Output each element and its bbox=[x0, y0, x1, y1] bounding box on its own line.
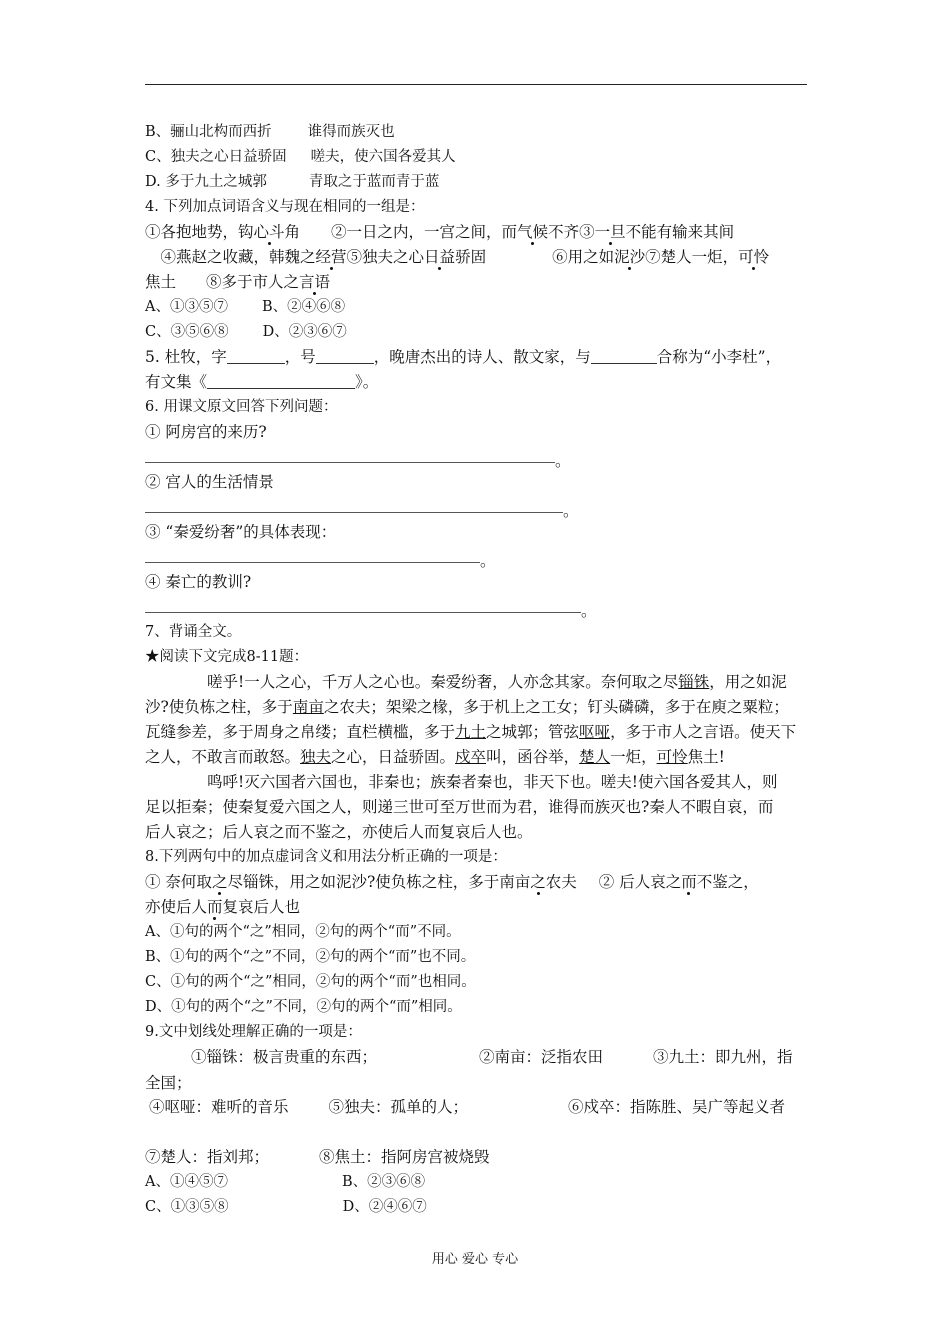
q8-sentence-1: ① 奈何取之尽锱铢，用之如泥沙?使负栋之柱，多于南亩之农夫 ② 后人哀之而不鉴之， bbox=[145, 873, 759, 891]
underlined-term: 锱铢 bbox=[678, 673, 710, 691]
header-rule bbox=[145, 84, 807, 85]
dotted-term: 泥沙 bbox=[614, 248, 646, 266]
answer-blank[interactable] bbox=[227, 349, 285, 364]
underlined-term: 南亩 bbox=[292, 698, 324, 716]
passage-line: 足以拒秦；使秦复爱六国之人，则递三世可至万世而为君，谁得而族灭也?秦人不暇自哀，而 bbox=[145, 798, 774, 816]
passage-line: 沙?使负栋之柱，多于南亩之农夫；架梁之椽，多于机上之工女；钉头磷磷，多于在庾之粟粒； bbox=[145, 698, 789, 716]
dotted-term: 而 bbox=[207, 898, 223, 916]
dotted-term: 一旦 bbox=[594, 223, 626, 241]
underlined-term: 戍卒 bbox=[455, 748, 487, 766]
dotted-term: 经营 bbox=[315, 248, 347, 266]
dotted-term: 之 bbox=[530, 873, 546, 891]
dotted-term: 气候 bbox=[517, 223, 549, 241]
q8-sentence-2: 亦使后人而复哀后人也 bbox=[145, 898, 301, 916]
q5-line1: 5. 杜牧，字 ，号 ，晚唐杰出的诗人、散文家，与 合称为“小李杜”， bbox=[145, 348, 782, 366]
q4-line1: ①各抱地势，钩心斗角 ②一日之内，一宫之间，而气候不齐③一旦不能有输来其间 bbox=[145, 223, 735, 241]
q3-option-b: B、骊山北构而西折 谁得而族灭也 bbox=[145, 124, 395, 140]
dotted-term: 日益 bbox=[424, 248, 456, 266]
q9-row-1: ①锱铢：极言贵重的东西； ②南亩：泛指农田 ③九土：即九州，指 bbox=[191, 1048, 793, 1066]
q5-line2: 有文集《 》。 bbox=[145, 373, 379, 391]
q6-stem: 6. 用课文原文回答下列问题： bbox=[145, 399, 338, 415]
q9-options-row1: A、①④⑤⑦ B、②③⑥⑧ bbox=[145, 1174, 426, 1190]
answer-line[interactable]: 。 bbox=[145, 445, 810, 470]
document-body bbox=[145, 120, 810, 1220]
dotted-term: 可怜 bbox=[738, 248, 770, 266]
q6-item-4: ④ 秦亡的教训? bbox=[145, 573, 252, 591]
answer-blank[interactable] bbox=[207, 374, 355, 389]
dotted-term: 之 bbox=[211, 873, 228, 891]
q8-option: A、①句的两个“之”相同，②句的两个“而”不同。 bbox=[145, 924, 461, 940]
passage-line: 鸣呼!灭六国者六国也，非秦也；族秦者秦也，非天下也。嗟夫!使六国各爱其人，则 bbox=[207, 773, 778, 791]
q9-row-3: ④呕哑：难听的音乐 ⑤独夫：孤单的人； ⑥戍卒：指陈胜、吴广等起义者 bbox=[149, 1098, 786, 1116]
underlined-term: 九土 bbox=[455, 723, 487, 741]
page-footer: 用心 爱心 专心 bbox=[431, 1252, 519, 1267]
underlined-term: 呕哑 bbox=[579, 723, 611, 741]
q3-option-d: D. 多于九土之城郭 青取之于蓝而青于蓝 bbox=[145, 174, 440, 190]
underlined-term: 独夫 bbox=[300, 748, 332, 766]
q4-options-row1: A、①③⑤⑦ B、②④⑥⑧ bbox=[145, 299, 346, 315]
q4-line3: 焦土 ⑧多于市人之言语 bbox=[145, 273, 331, 291]
passage-line: 后人哀之；后人哀之而不鉴之，亦使后人而复哀后人也。 bbox=[145, 823, 533, 841]
q6-item-2: ② 宫人的生活情景 bbox=[145, 473, 274, 491]
underlined-term: 楚人 bbox=[579, 748, 611, 766]
q4-options-row2: C、③⑤⑥⑧ D、②③⑥⑦ bbox=[145, 324, 347, 340]
passage-line: 瓦缝参差，多于周身之帛缕；直栏横槛，多于九土之城郭；管弦呕哑，多于市人之言语。使天下 bbox=[145, 723, 797, 741]
q8-stem: 8.下列两句中的加点虚词含义和用法分析正确的一项是： bbox=[145, 849, 507, 865]
answer-line[interactable]: 。 bbox=[145, 495, 810, 520]
answer-blank[interactable] bbox=[591, 349, 657, 364]
q8-option: C、①句的两个“之”相同，②句的两个“而”也相同。 bbox=[145, 974, 476, 990]
reading-title: ★阅读下文完成8-11题： bbox=[145, 649, 309, 665]
answer-line[interactable]: 。 bbox=[145, 545, 810, 570]
q4-line2: ④燕赵之收藏，韩魏之经营⑤独夫之心日益骄固 ⑥用之如泥沙⑦楚人一炬，可怜 bbox=[145, 248, 770, 266]
answer-blank[interactable] bbox=[316, 349, 374, 364]
q8-option: B、①句的两个“之”不同，②句的两个“而”也不同。 bbox=[145, 949, 476, 965]
q9-options-row2: C、①③⑤⑧ D、②④⑥⑦ bbox=[145, 1199, 427, 1215]
q6-item-1: ① 阿房宫的来历? bbox=[145, 423, 267, 441]
dotted-term: 钩心斗角 bbox=[238, 223, 301, 241]
q8-option: D、①句的两个“之”不同，②句的两个“而”相同。 bbox=[145, 999, 462, 1015]
dotted-term: 言语 bbox=[299, 273, 331, 291]
dotted-term: 而 bbox=[681, 873, 697, 891]
q9-row-4: ⑦楚人：指刘邦； ⑧焦土：指阿房宫被烧毁 bbox=[145, 1148, 490, 1166]
q4-stem: 4. 下列加点词语含义与现在相同的一组是： bbox=[145, 199, 425, 215]
underlined-term: 可怜 bbox=[656, 748, 688, 766]
q7: 7、背诵全文。 bbox=[145, 624, 242, 640]
q3-option-c: C、独夫之心日益骄固 嗟夫，使六国各爱其人 bbox=[145, 149, 456, 165]
passage-line: 之人，不敢言而敢怒。独夫之心，日益骄固。戍卒叫，函谷举，楚人一炬，可怜焦土! bbox=[145, 748, 725, 766]
q6-item-3: ③ “秦爱纷奢”的具体表现： bbox=[145, 523, 337, 541]
q9-stem: 9.文中划线处理解正确的一项是： bbox=[145, 1024, 362, 1040]
answer-line[interactable]: 。 bbox=[145, 595, 810, 620]
q9-row-2: 全国； bbox=[145, 1074, 192, 1092]
passage-line: 嗟乎!一人之心，千万人之心也。秦爱纷奢，人亦念其家。奈何取之尽锱铢，用之如泥 bbox=[207, 673, 787, 691]
